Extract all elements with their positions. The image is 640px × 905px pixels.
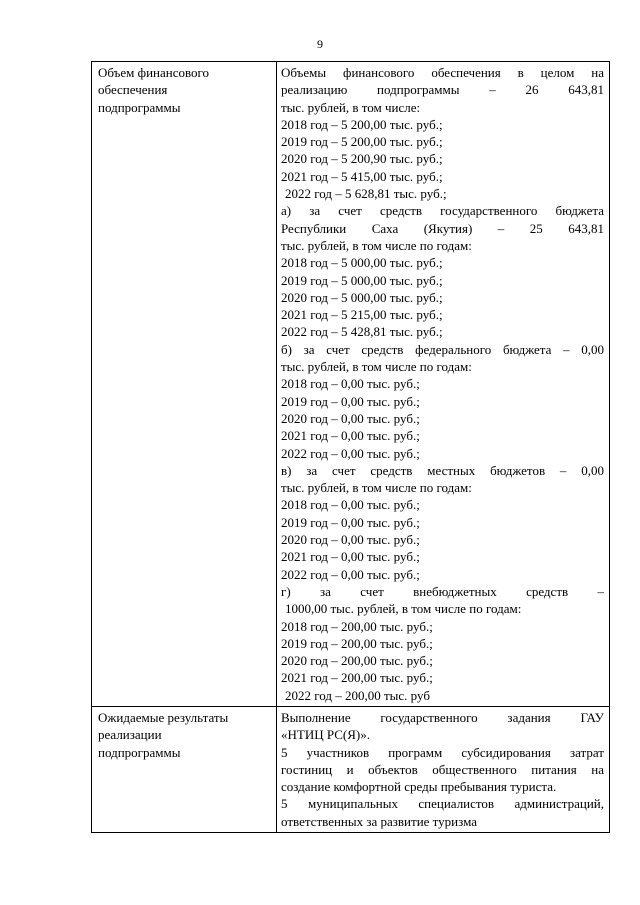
content-line: тыс. рублей, в том числе: (281, 99, 421, 115)
content-line: Выполнение государственного задания ГАУ (281, 709, 604, 725)
content-line: 2019 год – 0,00 тыс. руб.; (281, 393, 420, 409)
content-line: 2020 год – 5 200,90 тыс. руб.; (281, 151, 443, 167)
content-line: 2021 год – 200,00 тыс. руб.; (281, 670, 433, 686)
row-label-line: обеспечения (98, 82, 168, 98)
table-row (92, 706, 610, 832)
row-label-line: подпрограммы (98, 744, 181, 760)
content-line: 2021 год – 5 415,00 тыс. руб.; (281, 168, 443, 184)
content-line: 2022 год – 200,00 тыс. руб (285, 687, 430, 703)
row-label-line: Объем финансового (98, 65, 210, 80)
content-line: 2020 год – 0,00 тыс. руб.; (281, 410, 420, 426)
page-number: 9 (317, 37, 323, 51)
content-line: создание комфортной среды пребывания туриста. (281, 779, 557, 795)
content-line: 2022 год – 0,00 тыс. руб.; (281, 445, 420, 461)
content-line: 2021 год – 0,00 тыс. руб.; (281, 549, 420, 565)
row-label-line: подпрограммы (98, 99, 181, 115)
content-line: реализацию подпрограммы – 26 643,81 (281, 82, 604, 98)
content-line: г) за счет внебюджетных средств – (281, 583, 604, 599)
content-line: б) за счет средств федерального бюджета – 0,00 (281, 341, 604, 357)
content-line: 2018 год – 5 000,00 тыс. руб.; (281, 255, 443, 271)
content-line: 2021 год – 5 215,00 тыс. руб.; (281, 307, 443, 323)
content-line: 2020 год – 5 000,00 тыс. руб.; (281, 289, 443, 305)
content-line: 2018 год – 0,00 тыс. руб.; (281, 376, 420, 392)
content-line: 2019 год – 5 200,00 тыс. руб.; (281, 134, 443, 150)
content-line: 2022 год – 0,00 тыс. руб.; (281, 566, 420, 582)
content-line: тыс. рублей, в том числе по годам: (281, 237, 472, 253)
content-line: 2019 год – 5 000,00 тыс. руб.; (281, 272, 443, 288)
row-content-cell (277, 62, 610, 707)
table-row (92, 62, 610, 707)
content-line: ответственных за развитие туризма (281, 813, 478, 829)
content-line: 2018 год – 0,00 тыс. руб.; (281, 497, 420, 513)
content-line: Республики Саха (Якутия) – 25 643,81 (281, 220, 604, 236)
row-label-line: Ожидаемые результаты (98, 709, 229, 725)
content-line: 1000,00 тыс. рублей, в том числе по годам: (285, 601, 522, 617)
content-line: 5 муниципальных специалистов администраций, (281, 796, 604, 812)
subprogram-table (91, 61, 610, 833)
row-label-line: реализации (98, 727, 162, 743)
content-line: 5 участников программ субсидирования затрат (281, 744, 604, 760)
content-line: 2022 год – 5 628,81 тыс. руб.; (285, 186, 447, 202)
content-line: 2019 год – 200,00 тыс. руб.; (281, 635, 433, 651)
content-line: 2020 год – 200,00 тыс. руб.; (281, 653, 433, 669)
content-line: 2018 год – 200,00 тыс. руб.; (281, 618, 433, 634)
content-line: 2022 год – 5 428,81 тыс. руб.; (281, 324, 443, 340)
content-line: в) за счет средств местных бюджетов – 0,00 (281, 462, 604, 478)
row-content-cell (277, 706, 610, 832)
content-line: гостиниц и объектов общественного питания на (281, 761, 604, 777)
content-line: тыс. рублей, в том числе по годам: (281, 480, 472, 496)
content-line: 2021 год – 0,00 тыс. руб.; (281, 428, 420, 444)
content-line: 2018 год – 5 200,00 тыс. руб.; (281, 116, 443, 132)
content-line: тыс. рублей, в том числе по годам: (281, 359, 472, 375)
row-label-cell (92, 62, 277, 707)
content-line: 2020 год – 0,00 тыс. руб.; (281, 532, 420, 548)
content-line: Объемы финансового обеспечения в целом на (281, 65, 604, 80)
content-line: «НТИЦ РС(Я)». (281, 727, 370, 743)
row-label-cell (92, 706, 277, 832)
content-line: а) за счет средств государственного бюджета (281, 203, 604, 219)
content-line: 2019 год – 0,00 тыс. руб.; (281, 514, 420, 530)
